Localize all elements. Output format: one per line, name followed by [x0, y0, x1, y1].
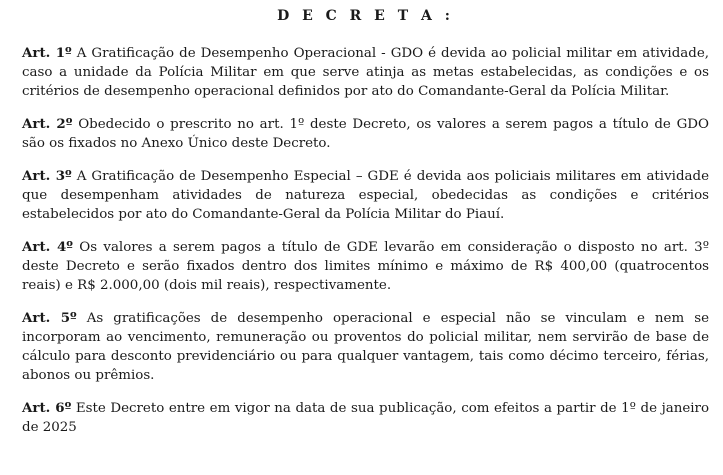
article-6: [22, 399, 709, 437]
decree-heading: D E C R E T A :: [277, 8, 454, 24]
article-text: Este Decreto entre em vigor na data de sua publicação, com efeitos a partir de 1º de janeiro de 2025: [22, 401, 710, 435]
article-text: Obedecido o prescrito no art. 1º deste Decreto, os valores a serem pagos a título de GDO são os fixados no Anexo Único deste Decreto.: [22, 117, 710, 151]
article-label: Art. 5º: [22, 310, 77, 326]
article-text: A Gratificação de Desempenho Operacional - GDO é devida ao policial militar em atividade, caso a unidade da Polícia Militar em que serve atinja as metas estabelecidas, as condições e os critérios de desempenho operacional definidos por ato do Comandante-Geral da Polícia Militar.: [22, 46, 710, 99]
article-4: [22, 238, 709, 295]
article-label: Art. 1º: [22, 45, 72, 61]
article-text: As gratificações de desempenho operacional e especial não se vinculam e nem se incorporam ao vencimento, remuneração ou proventos do policial militar, nem servirão de base de cálculo para desconto previdenciário ou para qualquer vantagem, tais como décimo terceiro, férias, abonos ou prêmios.: [22, 311, 709, 383]
article-2: [22, 115, 709, 153]
article-1: [22, 44, 709, 101]
article-label: Art. 4º: [22, 239, 73, 255]
article-label: Art. 2º: [22, 116, 73, 132]
article-text: Os valores a serem pagos a título de GDE levarão em consideração o disposto no art. 3º deste Decreto e serão fixados dentro dos limites mínimo e máximo de R$ 400,00 (quatrocentos reais) e R$ 2.000,00 (dois mil reais), respectivamente.: [22, 240, 709, 293]
article-label: Art. 6º: [22, 400, 72, 416]
article-3: [22, 167, 709, 224]
article-5: [22, 309, 709, 385]
article-text: A Gratificação de Desempenho Especial – GDE é devida aos policiais militares em atividade que desempenham atividades de natureza especial, obedecidas as condições e critérios estabelecidos por ato do Comandante-Geral da Polícia Militar do Piauí.: [22, 169, 709, 222]
article-label: Art. 3º: [22, 168, 72, 184]
